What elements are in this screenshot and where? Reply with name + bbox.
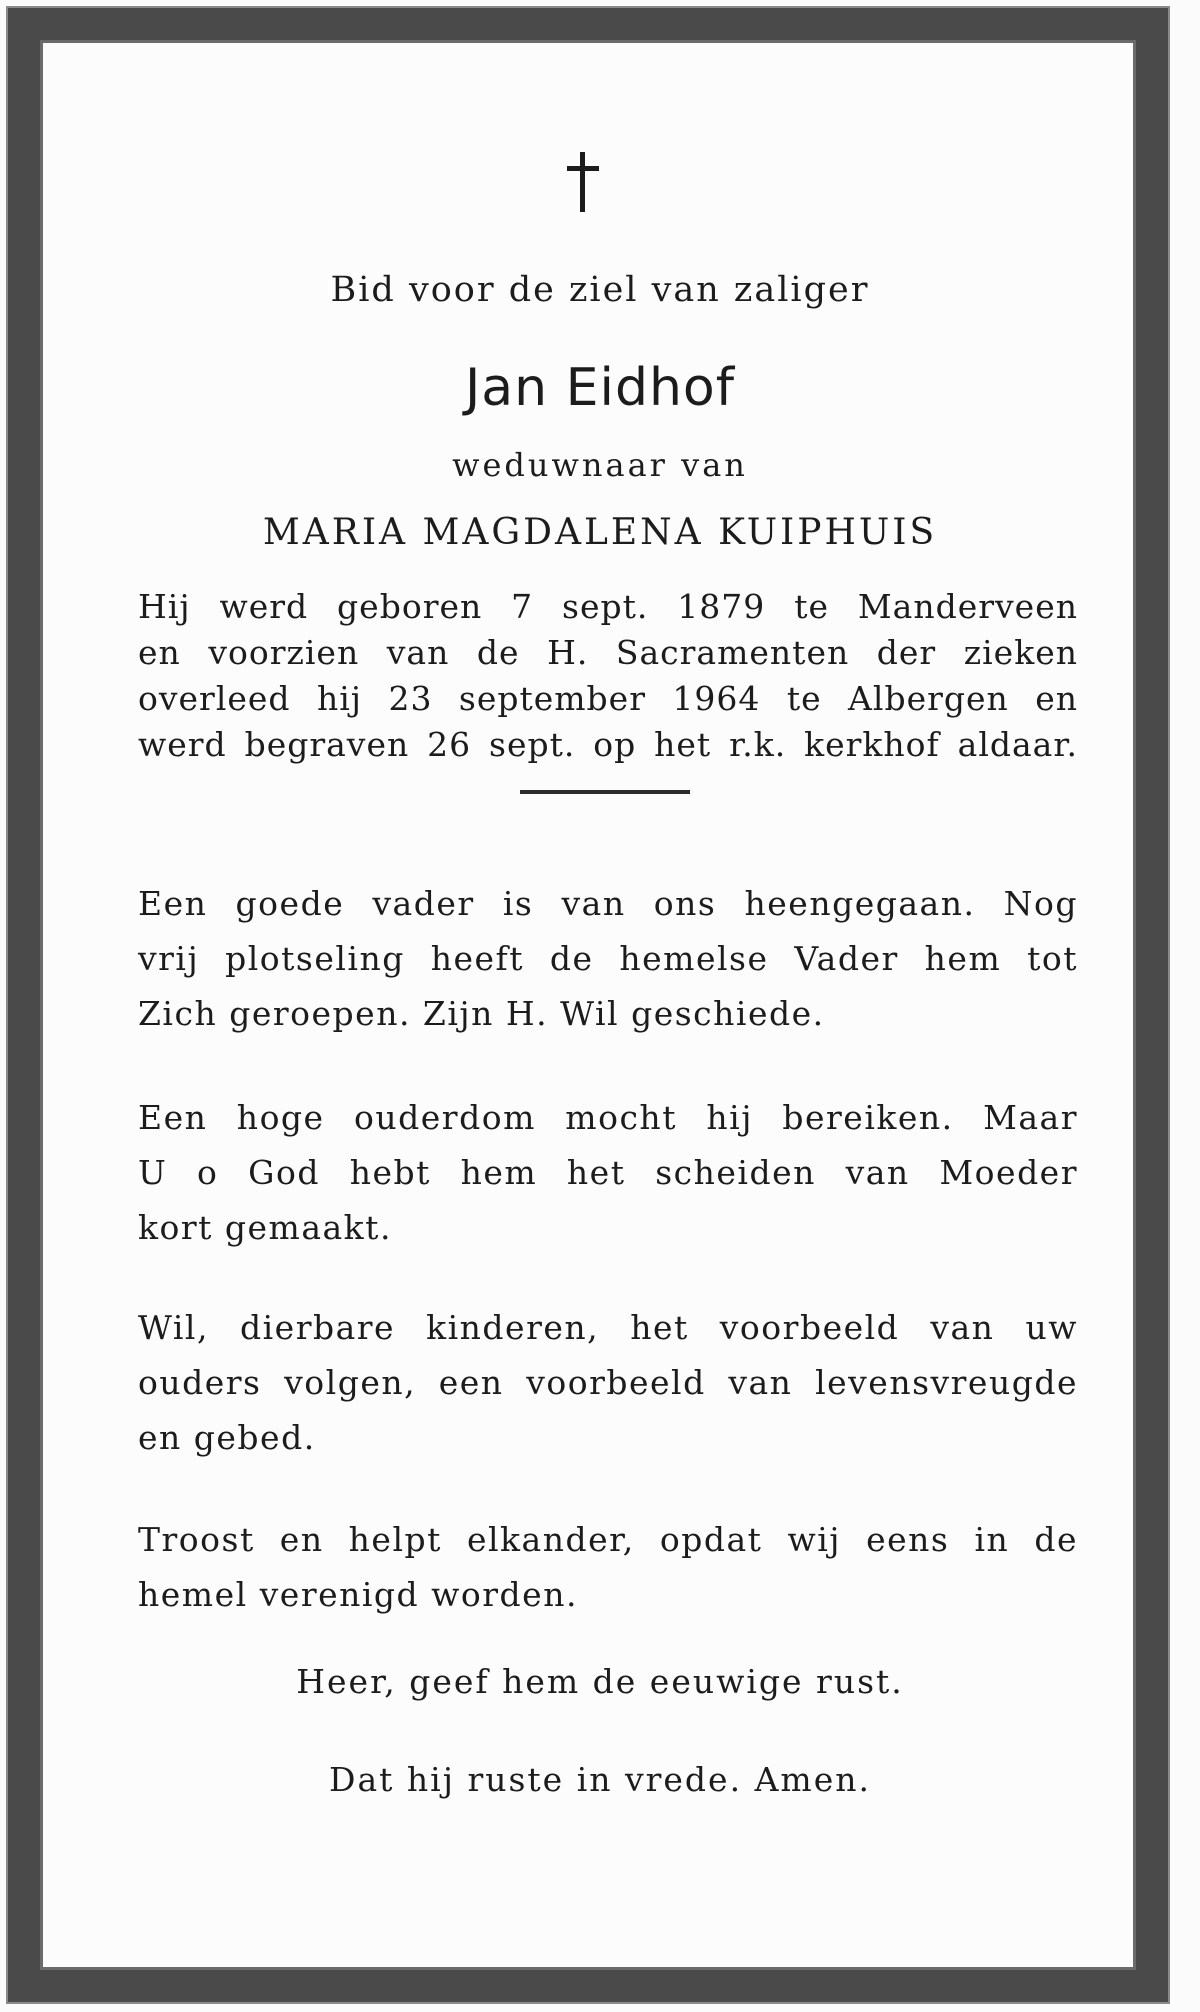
closing-amen: Dat hij ruste in vrede. Amen.	[329, 1760, 871, 1799]
closing-prayer: Heer, geef hem de eeuwige rust.	[296, 1662, 904, 1701]
text-line: ouders volgen, een voorbeeld van levensvreugde	[138, 1363, 1078, 1402]
text-line: Een goede vader is van ons heengegaan. Nog	[138, 884, 1078, 923]
bio-line: overleed hij 23 september 1964 te Albergen en	[138, 679, 1078, 718]
text-line: vrij plotseling heeft de hemelse Vader hem tot	[138, 939, 1078, 978]
biography	[138, 584, 1078, 768]
bio-line: Hij werd geboren 7 sept. 1879 te Manderveen	[138, 587, 1078, 626]
paragraph	[138, 1300, 1078, 1465]
bio-line: werd begraven 26 sept. op het r.k. kerkhof aldaar.	[138, 725, 1078, 764]
paragraph	[138, 1090, 1078, 1255]
widower-label: weduwnaar van	[452, 446, 748, 484]
paragraph	[138, 876, 1078, 1041]
text-line: hemel verenigd worden.	[138, 1575, 578, 1614]
prayer-intro: Bid voor de ziel van zaliger	[330, 270, 870, 310]
text-line: Troost en helpt elkander, opdat wij eens in de	[138, 1520, 1078, 1559]
text-line: Wil, dierbare kinderen, het voorbeeld van uw	[138, 1308, 1078, 1347]
text-line: Zich geroepen. Zijn H. Wil geschiede.	[138, 994, 825, 1033]
cross-icon	[565, 150, 601, 214]
deceased-name: Jan Eidhof	[464, 358, 736, 418]
text-line: U o God hebt hem het scheiden van Moeder	[138, 1153, 1078, 1192]
spouse-name: MARIA MAGDALENA KUIPHUIS	[262, 512, 938, 553]
divider	[520, 790, 690, 794]
text-line: Een hoge ouderdom mocht hij bereiken. Maar	[138, 1098, 1078, 1137]
text-line: en gebed.	[138, 1418, 316, 1457]
paragraph	[138, 1512, 1078, 1622]
text-line: kort gemaakt.	[138, 1208, 392, 1247]
bio-line: en voorzien van de H. Sacramenten der zieken	[138, 633, 1078, 672]
